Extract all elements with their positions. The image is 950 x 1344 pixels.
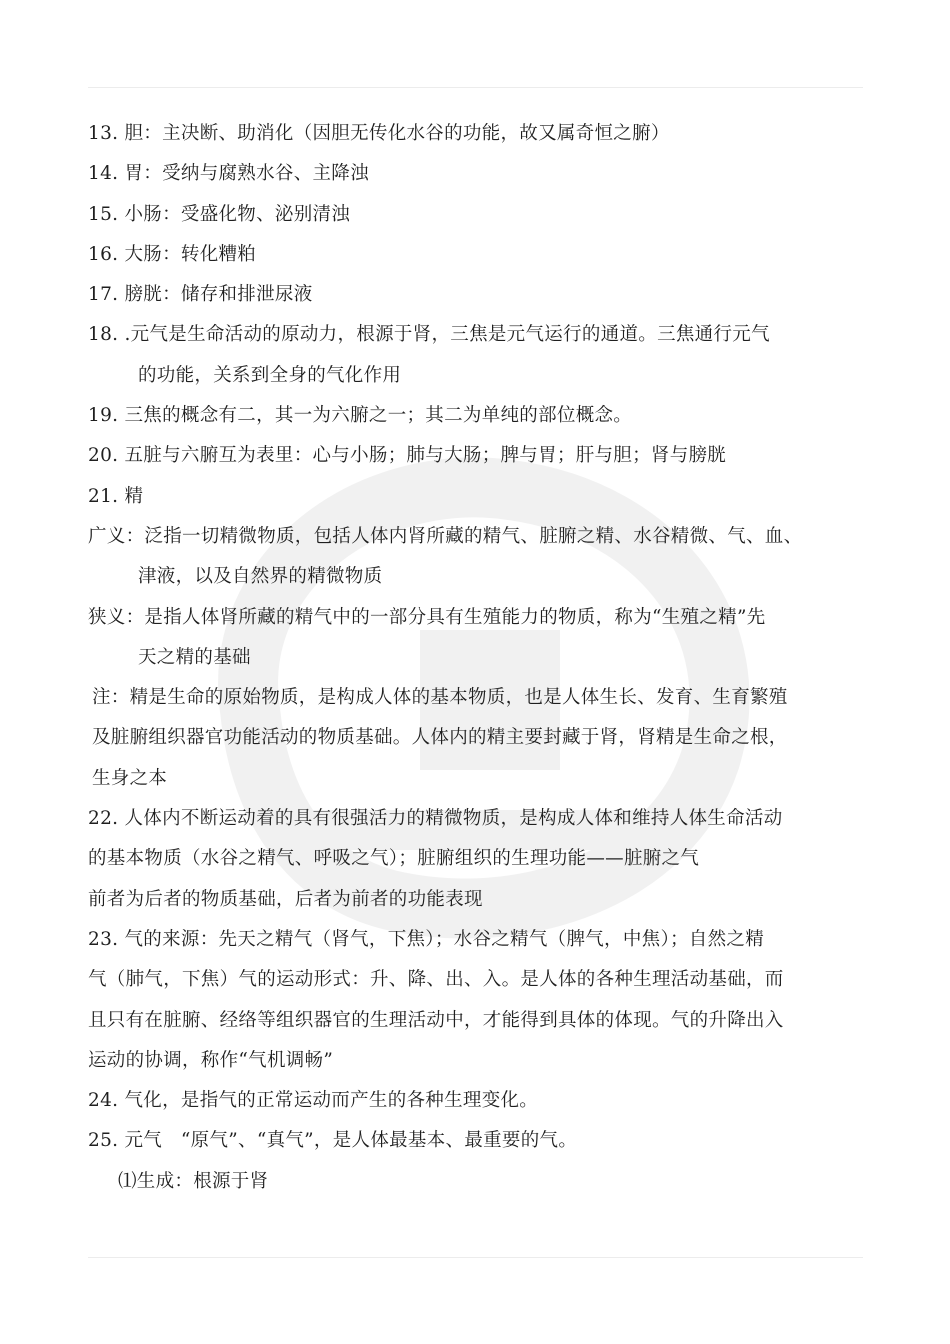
broad-definition-cont: 津液，以及自然界的精微物质 xyxy=(138,566,383,588)
header-rule xyxy=(88,87,863,88)
item-22-cont-1: 的基本物质（水谷之精气、呼吸之气）；脏腑组织的生理功能——脏腑之气 xyxy=(88,848,700,870)
item-21: 21. 精 xyxy=(88,485,144,507)
note-cont-2: 生身之本 xyxy=(92,767,168,789)
item-23-cont-1: 气（肺气，下焦）气的运动形式：升、降、出、入。是人体的各种生理活动基础，而 xyxy=(88,969,784,991)
note: 注：精是生命的原始物质，是构成人体的基本物质，也是人体生长、发育、生育繁殖 xyxy=(92,687,788,709)
item-25-sub-1: ⑴生成：根源于肾 xyxy=(118,1170,269,1192)
footer-rule xyxy=(88,1257,863,1258)
item-20: 20. 五脏与六腑互为表里：心与小肠；肺与大肠；脾与胃；肝与胆；肾与膀胱 xyxy=(88,445,727,467)
item-23-cont-3: 运动的协调，称作“气机调畅” xyxy=(88,1049,334,1071)
note-cont-1: 及脏腑组织器官功能活动的物质基础。人体内的精主要封藏于肾，肾精是生命之根， xyxy=(92,727,788,749)
narrow-definition: 狭义：是指人体肾所藏的精气中的一部分具有生殖能力的物质，称为“生殖之精”先 xyxy=(88,606,766,628)
item-23-cont-2: 且只有在脏腑、经络等组织器官的生理活动中，才能得到具体的体现。气的升降出入 xyxy=(88,1009,784,1031)
item-25: 25. 元气 “原气”、“真气”，是人体最基本、最重要的气。 xyxy=(88,1130,578,1152)
item-14: 14. 胃：受纳与腐熟水谷、主降浊 xyxy=(88,163,369,185)
item-19: 19. 三焦的概念有二，其一为六腑之一；其二为单纯的部位概念。 xyxy=(88,405,633,427)
item-15: 15. 小肠：受盛化物、泌别清浊 xyxy=(88,203,351,225)
item-13: 13. 胆：主决断、助消化（因胆无传化水谷的功能，故又属奇恒之腑） xyxy=(88,123,670,144)
item-17: 17. 膀胱：储存和排泄尿液 xyxy=(88,284,313,306)
item-22: 22. 人体内不断运动着的具有很强活力的精微物质，是构成人体和维持人体生命活动 xyxy=(88,808,783,830)
item-18: 18. .元气是生命活动的原动力，根源于肾，三焦是元气运行的通道。三焦通行元气 xyxy=(88,324,770,346)
item-22-cont-2: 前者为后者的物质基础，后者为前者的功能表现 xyxy=(88,888,483,910)
item-16: 16. 大肠：转化糟粕 xyxy=(88,243,257,265)
item-18-cont: 的功能，关系到全身的气化作用 xyxy=(138,364,402,386)
narrow-definition-cont: 天之精的基础 xyxy=(138,646,251,668)
item-23: 23. 气的来源：先天之精气（肾气，下焦）；水谷之精气（脾气，中焦）；自然之精 xyxy=(88,928,765,950)
item-24: 24. 气化，是指气的正常运动而产生的各种生理变化。 xyxy=(88,1090,539,1112)
document-body xyxy=(88,114,878,1202)
broad-definition: 广义：泛指一切精微物质，包括人体内肾所藏的精气、脏腑之精、水谷精微、气、血、 xyxy=(88,525,803,547)
